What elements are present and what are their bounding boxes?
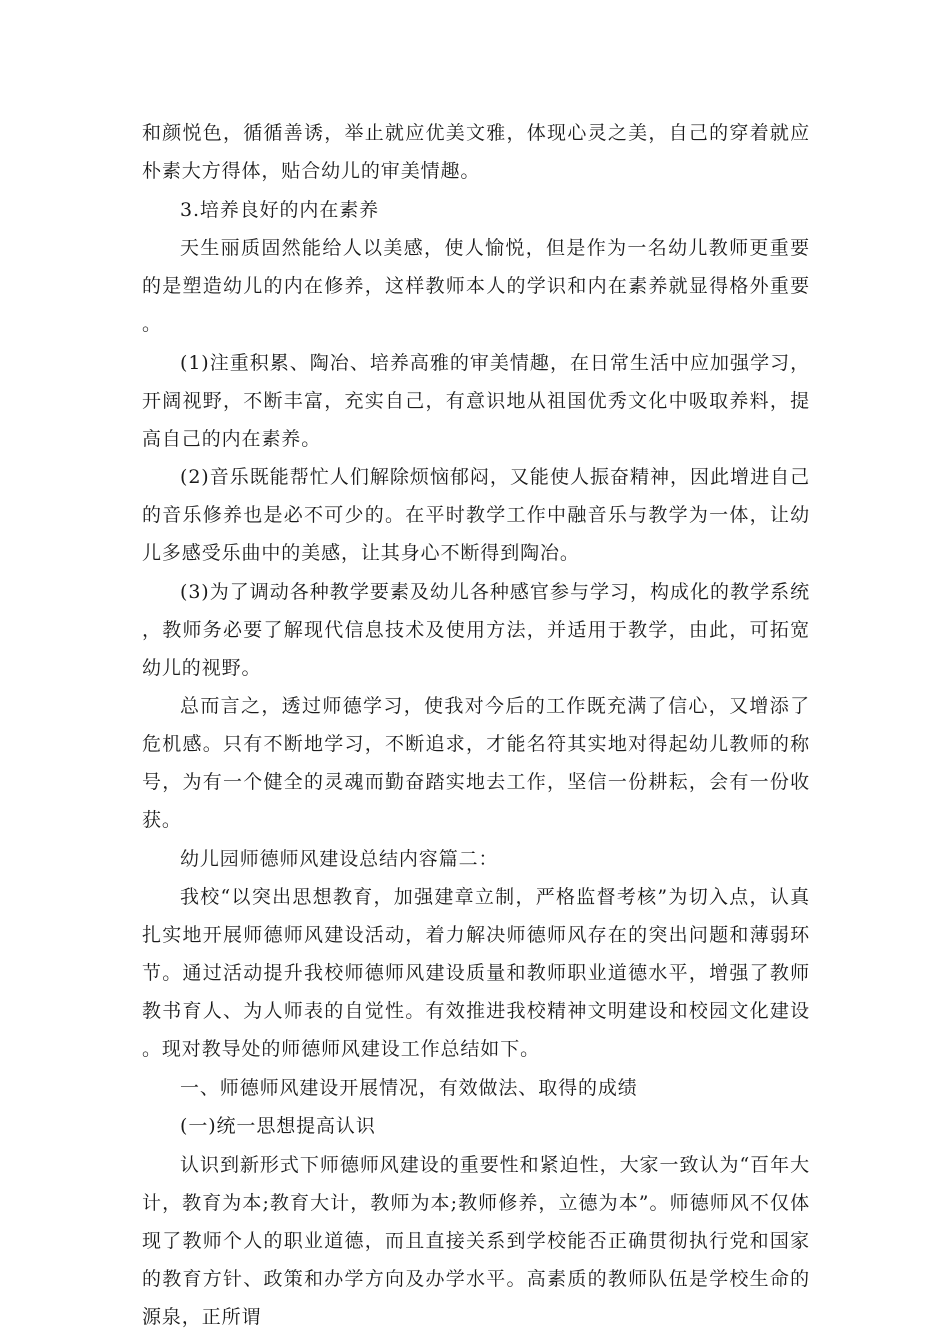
paragraph: 天生丽质固然能给人以美感，使人愉悦，但是作为一名幼儿教师更重要的是塑造幼儿的内在修养，这样教师本人的学识和内在素养就显得格外重要。 <box>142 237 810 335</box>
section-heading-one: 一、师德师风建设开展情况，有效做法、取得的成绩 <box>180 1076 638 1099</box>
paragraph-conclusion: 总而言之，透过师德学习，使我对今后的工作既充满了信心，又增添了危机感。只有不断地学习，不断追求，才能名符其实地对得起幼儿教师的称号，为有一个健全的灵魂而勤奋踏实地去工作，坚信一份耕耘，会有一份收获。 <box>142 695 810 831</box>
subsection-heading: (一)统一思想提高认识 <box>180 1115 376 1137</box>
list-item-1: (1)注重积累、陶冶、培养高雅的审美情趣，在日常生活中应加强学习，开阔视野，不断丰富，充实自己，有意识地从祖国优秀文化中吸取养料，提高自己的内在素养。 <box>142 351 810 450</box>
paragraph-continuation: 和颜悦色，循循善诱，举止就应优美文雅，体现心灵之美，自己的穿着就应朴素大方得体，贴合幼儿的审美情趣。 <box>142 122 810 182</box>
list-item-3: (3)为了调动各种教学要素及幼儿各种感官参与学习，构成化的教学系统，教师务必要了解现代信息技术及使用方法，并适用于教学，由此，可拓宽幼儿的视野。 <box>142 580 810 679</box>
paragraph-intro: 我校“以突出思想教育，加强建章立制，严格监督考核”为切入点，认真扎实地开展师德师风建设活动，着力解决师德师风存在的突出问题和薄弱环节。通过活动提升我校师德师风建设质量和教师职业道德水平，增强了教师教书育人、为人师表的自觉性。有效推进我校精神文明建设和校园文化建设。现对教导处的师德师风建设工作总结如下。 <box>142 886 810 1060</box>
list-item-2: (2)音乐既能帮忙人们解除烦恼郁闷，又能使人振奋精神，因此增进自己的音乐修养也是必不可少的。在平时教学工作中融音乐与教学为一体，让幼儿多感受乐曲中的美感，让其身心不断得到陶冶。 <box>142 466 810 564</box>
document-body <box>142 114 810 1336</box>
section-heading-inner-quality: 3.培养良好的内在素养 <box>180 198 380 221</box>
article-title-part-two: 幼儿园师德师风建设总结内容篇二： <box>180 847 499 870</box>
paragraph: 认识到新形式下师德师风建设的重要性和紧迫性，大家一致认为“百年大计，教育为本;教育大计，教师为本;教师修养，立德为本”。师德师风不仅体现了教师个人的职业道德，而且直接关系到学校能否正确贯彻执行党和国家的教育方针、政策和办学方向及办学水平。高素质的教师队伍是学校生命的源泉，正所谓 <box>142 1153 810 1328</box>
